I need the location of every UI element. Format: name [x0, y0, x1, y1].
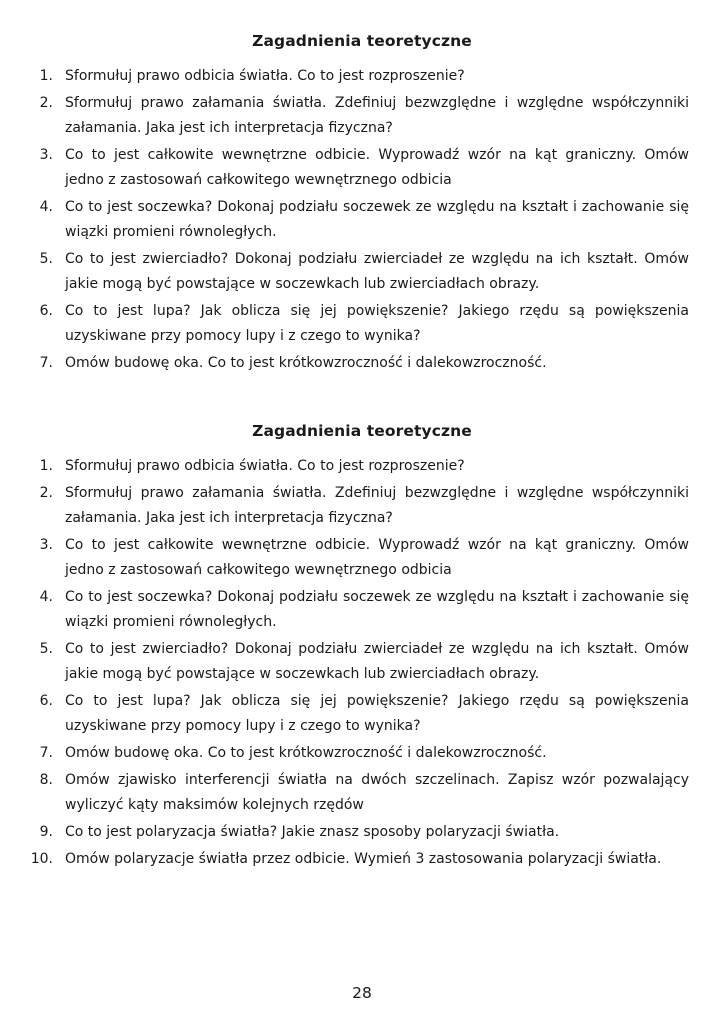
question-number: 9. [39, 824, 53, 840]
question-number: 1. [39, 68, 53, 84]
question-item [0, 585, 724, 635]
question-item [0, 847, 724, 872]
question-number: 8. [39, 772, 53, 788]
question-text: Sformułuj prawo załamania światła. Zdefiniuj bezwzględne i względne współczynniki załamania. Jaka jest ich interpretacja fizyczna? [65, 485, 689, 526]
question-number: 2. [39, 95, 53, 111]
question-number: 3. [39, 537, 53, 553]
question-text: Omów polaryzacje światła przez odbicie. Wymień 3 zastosowania polaryzacji światła. [65, 851, 662, 867]
question-item [0, 533, 724, 583]
question-number: 7. [39, 355, 53, 371]
question-item [0, 481, 724, 531]
question-number: 4. [39, 589, 53, 605]
question-number: 10. [30, 851, 53, 867]
question-item [0, 91, 724, 141]
question-list [0, 64, 724, 376]
question-text: Co to jest polaryzacja światła? Jakie znasz sposoby polaryzacji światła. [65, 824, 560, 840]
question-number: 4. [39, 199, 53, 215]
question-number: 1. [39, 458, 53, 474]
section-heading: Zagadnienia teoretyczne [252, 422, 472, 440]
question-list [0, 454, 724, 872]
question-number: 7. [39, 745, 53, 761]
question-item [0, 820, 724, 845]
question-number: 6. [39, 693, 53, 709]
question-item [0, 299, 724, 349]
question-item [0, 195, 724, 245]
question-text: Omów zjawisko interferencji światła na dwóch szczelinach. Zapisz wzór pozwalający wyliczyć kąty maksimów kolejnych rzędów [65, 772, 689, 813]
question-text: Co to jest całkowite wewnętrzne odbicie. Wyprowadź wzór na kąt graniczny. Omów jedno z zastosowań całkowitego wewnętrznego odbicia [65, 147, 689, 188]
question-text: Omów budowę oka. Co to jest krótkowzroczność i dalekowzroczność. [65, 355, 547, 371]
question-item [0, 143, 724, 193]
question-text: Co to jest soczewka? Dokonaj podziału soczewek ze względu na kształt i zachowanie się wiązki promieni równoległych. [65, 199, 689, 240]
question-text: Sformułuj prawo odbicia światła. Co to jest rozproszenie? [65, 458, 465, 474]
question-item [0, 454, 724, 479]
question-item [0, 64, 724, 89]
question-text: Omów budowę oka. Co to jest krótkowzroczność i dalekowzroczność. [65, 745, 547, 761]
question-item [0, 351, 724, 376]
question-text: Co to jest zwierciadło? Dokonaj podziału zwierciadeł ze względu na ich kształt. Omów jakie mogą być powstające w soczewkach lub zwierciadłach obrazy. [65, 641, 689, 682]
questions-section-2 [0, 418, 724, 874]
question-text: Co to jest soczewka? Dokonaj podziału soczewek ze względu na kształt i zachowanie się wiązki promieni równoległych. [65, 589, 689, 630]
questions-section-1 [0, 28, 724, 378]
question-number: 2. [39, 485, 53, 501]
question-number: 5. [39, 251, 53, 267]
question-text: Co to jest lupa? Jak oblicza się jej powiększenie? Jakiego rzędu są powiększenia uzyskiwane przy pomocy lupy i z czego to wynika? [65, 303, 689, 344]
section-heading: Zagadnienia teoretyczne [252, 32, 472, 50]
question-item [0, 637, 724, 687]
question-item [0, 768, 724, 818]
question-text: Co to jest całkowite wewnętrzne odbicie. Wyprowadź wzór na kąt graniczny. Omów jedno z zastosowań całkowitego wewnętrznego odbicia [65, 537, 689, 578]
question-number: 3. [39, 147, 53, 163]
question-item [0, 247, 724, 297]
question-text: Sformułuj prawo odbicia światła. Co to jest rozproszenie? [65, 68, 465, 84]
question-number: 5. [39, 641, 53, 657]
question-item [0, 741, 724, 766]
question-number: 6. [39, 303, 53, 319]
question-text: Sformułuj prawo załamania światła. Zdefiniuj bezwzględne i względne współczynniki załamania. Jaka jest ich interpretacja fizyczna? [65, 95, 689, 136]
page-number: 28 [352, 984, 372, 1002]
question-item [0, 689, 724, 739]
question-text: Co to jest zwierciadło? Dokonaj podziału zwierciadeł ze względu na ich kształt. Omów jakie mogą być powstające w soczewkach lub zwierciadłach obrazy. [65, 251, 689, 292]
question-text: Co to jest lupa? Jak oblicza się jej powiększenie? Jakiego rzędu są powiększenia uzyskiwane przy pomocy lupy i z czego to wynika? [65, 693, 689, 734]
